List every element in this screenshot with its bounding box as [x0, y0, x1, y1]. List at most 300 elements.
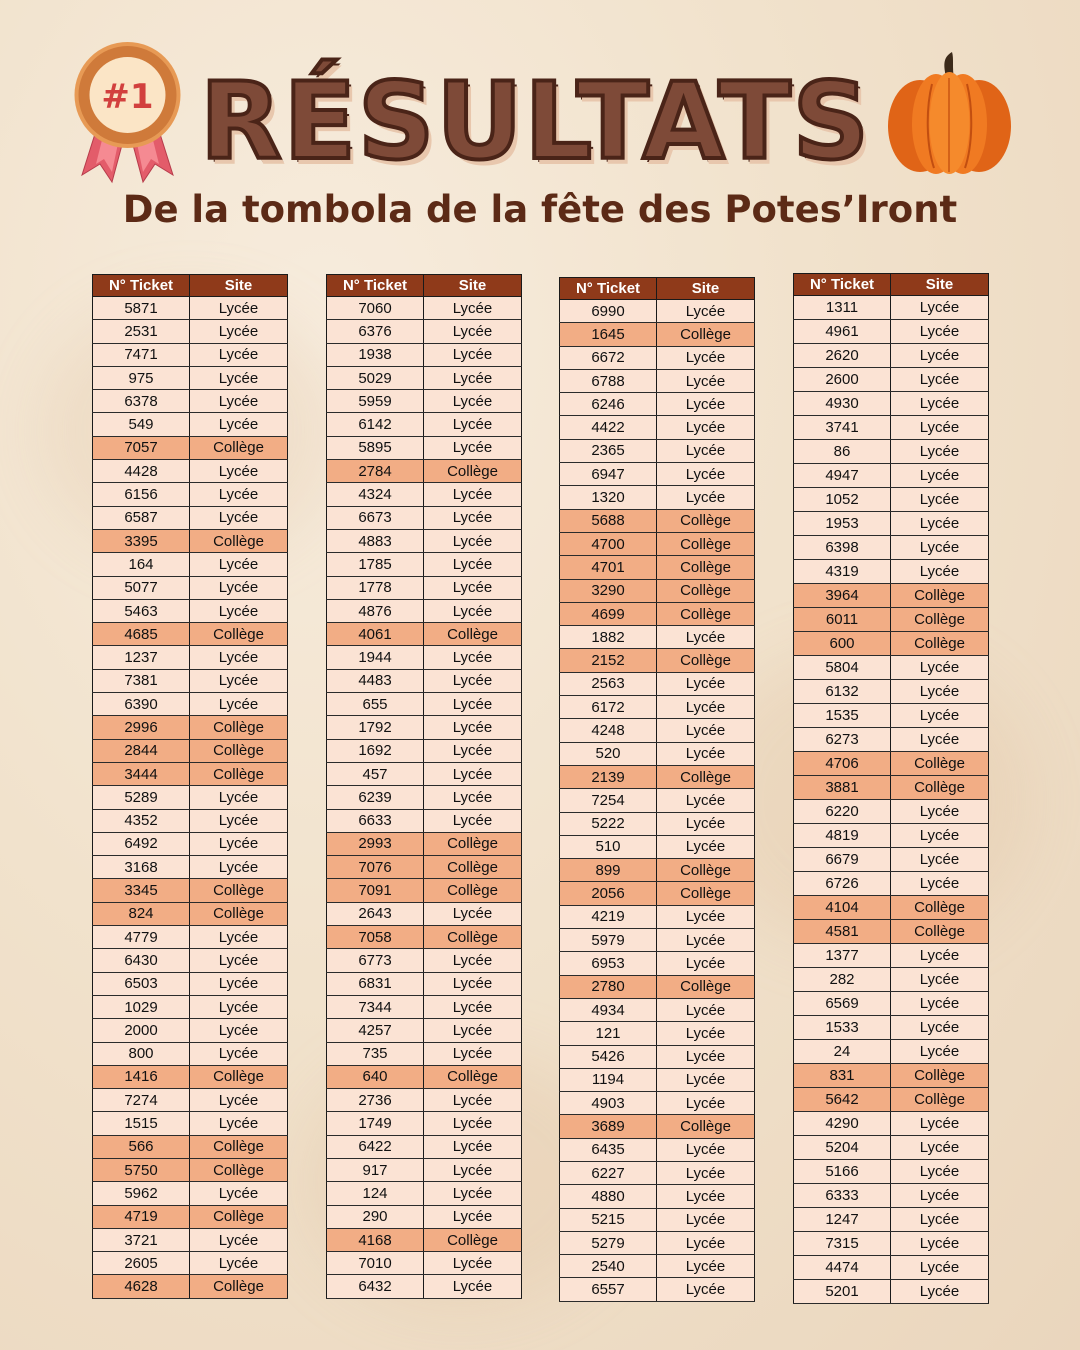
ticket-number: 2000	[93, 1019, 190, 1042]
ticket-number: 3741	[794, 416, 891, 440]
site-value: Collège	[657, 1115, 755, 1138]
ticket-number: 600	[794, 632, 891, 656]
table-row	[93, 1089, 288, 1112]
ticket-number: 5804	[794, 656, 891, 680]
table-row	[560, 952, 755, 975]
ticket-number: 3444	[93, 762, 190, 785]
site-value: Lycée	[657, 719, 755, 742]
site-value: Collège	[657, 882, 755, 905]
table-row	[794, 1040, 989, 1064]
site-value: Lycée	[891, 368, 989, 392]
ticket-number: 4719	[93, 1205, 190, 1228]
site-value: Lycée	[190, 366, 288, 389]
site-value: Lycée	[891, 320, 989, 344]
ticket-number: 4061	[327, 623, 424, 646]
table-row	[560, 486, 755, 509]
site-value: Lycée	[891, 1112, 989, 1136]
ticket-number: 7058	[327, 926, 424, 949]
site-value: Collège	[657, 556, 755, 579]
table-row	[327, 809, 522, 832]
table-row	[560, 882, 755, 905]
column-header-ticket: N° Ticket	[327, 275, 424, 297]
table-row	[560, 602, 755, 625]
ticket-number: 1311	[794, 296, 891, 320]
table-row	[794, 440, 989, 464]
ticket-number: 2600	[794, 368, 891, 392]
table-row	[794, 1112, 989, 1136]
ticket-number: 4483	[327, 669, 424, 692]
ticket-number: 6673	[327, 506, 424, 529]
ticket-number: 4324	[327, 483, 424, 506]
results-table-3	[559, 277, 755, 1302]
table-row	[93, 995, 288, 1018]
table-row	[794, 632, 989, 656]
ticket-number: 1953	[794, 512, 891, 536]
table-row	[327, 1205, 522, 1228]
site-value: Lycée	[190, 995, 288, 1018]
table-row	[794, 776, 989, 800]
table-row	[93, 926, 288, 949]
ticket-number: 7060	[327, 297, 424, 320]
ticket-number: 6679	[794, 848, 891, 872]
site-value: Lycée	[190, 1182, 288, 1205]
site-value: Collège	[657, 859, 755, 882]
table-row	[327, 1182, 522, 1205]
site-value: Collège	[190, 902, 288, 925]
ticket-number: 1938	[327, 343, 424, 366]
site-value: Lycée	[424, 576, 522, 599]
table-row	[794, 896, 989, 920]
table-row	[794, 968, 989, 992]
ticket-number: 4428	[93, 460, 190, 483]
table-row	[93, 1019, 288, 1042]
ticket-number: 86	[794, 440, 891, 464]
ticket-number: 975	[93, 366, 190, 389]
ticket-number: 4352	[93, 809, 190, 832]
table-header-row	[560, 278, 755, 300]
ticket-number: 3290	[560, 579, 657, 602]
site-value: Lycée	[424, 1089, 522, 1112]
table-row	[794, 512, 989, 536]
site-value: Lycée	[657, 393, 755, 416]
site-value: Collège	[891, 1088, 989, 1112]
ticket-number: 1645	[560, 323, 657, 346]
table-row	[327, 716, 522, 739]
results-table	[793, 273, 989, 1304]
ticket-number: 4930	[794, 392, 891, 416]
table-row	[794, 992, 989, 1016]
site-value: Lycée	[657, 835, 755, 858]
site-value: Collège	[190, 623, 288, 646]
site-value: Lycée	[891, 536, 989, 560]
ticket-number: 1194	[560, 1068, 657, 1091]
ticket-number: 5077	[93, 576, 190, 599]
table-row	[794, 320, 989, 344]
table-row	[560, 626, 755, 649]
table-row	[560, 1022, 755, 1045]
ticket-number: 4903	[560, 1092, 657, 1115]
table-row	[93, 949, 288, 972]
ticket-number: 1377	[794, 944, 891, 968]
ticket-number: 5279	[560, 1231, 657, 1254]
ticket-number: 640	[327, 1065, 424, 1088]
ticket-number: 121	[560, 1022, 657, 1045]
ticket-number: 6246	[560, 393, 657, 416]
ticket-number: 3689	[560, 1115, 657, 1138]
column-header-site: Site	[424, 275, 522, 297]
ticket-number: 5201	[794, 1280, 891, 1304]
ticket-number: 1792	[327, 716, 424, 739]
ticket-number: 1692	[327, 739, 424, 762]
site-value: Lycée	[891, 656, 989, 680]
table-row	[560, 835, 755, 858]
ticket-number: 5871	[93, 297, 190, 320]
table-row	[327, 902, 522, 925]
table-header-row	[93, 275, 288, 297]
site-value: Lycée	[424, 949, 522, 972]
ticket-number: 2780	[560, 975, 657, 998]
table-row	[327, 1252, 522, 1275]
site-value: Collège	[190, 436, 288, 459]
table-row	[93, 1205, 288, 1228]
site-value: Lycée	[190, 390, 288, 413]
results-table-1	[92, 274, 288, 1299]
table-row	[93, 390, 288, 413]
table-row	[93, 716, 288, 739]
site-value: Lycée	[424, 1275, 522, 1298]
results-table	[326, 274, 522, 1299]
site-value: Lycée	[424, 320, 522, 343]
site-value: Lycée	[657, 1255, 755, 1278]
site-value: Lycée	[657, 439, 755, 462]
site-value: Lycée	[657, 463, 755, 486]
site-value: Lycée	[424, 599, 522, 622]
site-value: Collège	[424, 926, 522, 949]
table-row	[93, 739, 288, 762]
ticket-number: 4168	[327, 1228, 424, 1251]
ticket-number: 2620	[794, 344, 891, 368]
ticket-number: 24	[794, 1040, 891, 1064]
ticket-number: 824	[93, 902, 190, 925]
table-row	[327, 343, 522, 366]
ticket-number: 1416	[93, 1065, 190, 1088]
site-value: Lycée	[657, 1231, 755, 1254]
site-value: Collège	[424, 879, 522, 902]
site-value: Lycée	[424, 297, 522, 320]
table-row	[93, 832, 288, 855]
table-row	[93, 529, 288, 552]
table-row	[560, 1255, 755, 1278]
ticket-number: 1882	[560, 626, 657, 649]
table-header-row	[327, 275, 522, 297]
table-row	[794, 392, 989, 416]
site-value: Lycée	[424, 693, 522, 716]
table-row	[794, 1256, 989, 1280]
site-value: Collège	[891, 752, 989, 776]
ticket-number: 2531	[93, 320, 190, 343]
site-value: Lycée	[657, 1278, 755, 1301]
ticket-number: 6831	[327, 972, 424, 995]
table-row	[794, 1184, 989, 1208]
table-row	[93, 1112, 288, 1135]
ticket-number: 6569	[794, 992, 891, 1016]
site-value: Collège	[190, 1205, 288, 1228]
table-row	[560, 556, 755, 579]
table-row	[93, 506, 288, 529]
table-row	[327, 460, 522, 483]
table-row	[560, 649, 755, 672]
site-value: Lycée	[891, 1160, 989, 1184]
ticket-number: 5215	[560, 1208, 657, 1231]
table-row	[327, 390, 522, 413]
site-value: Lycée	[657, 1208, 755, 1231]
table-row	[560, 1115, 755, 1138]
ticket-number: 5895	[327, 436, 424, 459]
site-value: Collège	[190, 879, 288, 902]
ticket-number: 4700	[560, 532, 657, 555]
site-value: Lycée	[190, 553, 288, 576]
column-header-site: Site	[190, 275, 288, 297]
ticket-number: 6172	[560, 696, 657, 719]
ticket-number: 124	[327, 1182, 424, 1205]
site-value: Lycée	[891, 800, 989, 824]
ticket-number: 6132	[794, 680, 891, 704]
ticket-number: 6239	[327, 786, 424, 809]
table-row	[560, 1278, 755, 1301]
ticket-number: 5959	[327, 390, 424, 413]
site-value: Lycée	[190, 832, 288, 855]
site-value: Lycée	[424, 995, 522, 1018]
site-value: Lycée	[424, 553, 522, 576]
table-row	[327, 436, 522, 459]
ticket-number: 2784	[327, 460, 424, 483]
table-row	[327, 879, 522, 902]
table-row	[794, 1280, 989, 1304]
site-value: Lycée	[891, 968, 989, 992]
table-row	[93, 1275, 288, 1298]
table-row	[560, 742, 755, 765]
ticket-number: 6557	[560, 1278, 657, 1301]
ticket-number: 2152	[560, 649, 657, 672]
table-row	[93, 599, 288, 622]
site-value: Lycée	[657, 486, 755, 509]
table-row	[327, 576, 522, 599]
site-value: Lycée	[891, 680, 989, 704]
site-value: Lycée	[190, 926, 288, 949]
table-row	[327, 483, 522, 506]
site-value: Lycée	[424, 716, 522, 739]
table-row	[794, 584, 989, 608]
column-header-site: Site	[891, 274, 989, 296]
site-value: Lycée	[657, 812, 755, 835]
table-row	[560, 369, 755, 392]
table-row	[560, 300, 755, 323]
ticket-number: 4257	[327, 1019, 424, 1042]
site-value: Lycée	[424, 646, 522, 669]
table-row	[560, 998, 755, 1021]
ticket-number: 899	[560, 859, 657, 882]
site-value: Lycée	[891, 1136, 989, 1160]
site-value: Collège	[657, 509, 755, 532]
table-row	[93, 902, 288, 925]
table-row	[93, 786, 288, 809]
site-value: Lycée	[657, 998, 755, 1021]
site-value: Lycée	[657, 1068, 755, 1091]
table-row	[794, 1208, 989, 1232]
ticket-number: 4685	[93, 623, 190, 646]
table-row	[560, 1185, 755, 1208]
table-row	[560, 509, 755, 532]
column-header-ticket: N° Ticket	[560, 278, 657, 300]
ticket-number: 735	[327, 1042, 424, 1065]
award-ribbon-icon	[70, 40, 185, 185]
table-row	[560, 696, 755, 719]
ticket-number: 5979	[560, 929, 657, 952]
table-row	[327, 972, 522, 995]
site-value: Lycée	[657, 1185, 755, 1208]
site-value: Collège	[891, 776, 989, 800]
ticket-number: 3395	[93, 529, 190, 552]
ticket-number: 4947	[794, 464, 891, 488]
table-row	[794, 728, 989, 752]
table-row	[93, 483, 288, 506]
site-value: Lycée	[190, 1228, 288, 1251]
table-row	[327, 669, 522, 692]
site-value: Lycée	[424, 809, 522, 832]
table-row	[93, 1135, 288, 1158]
ticket-number: 5166	[794, 1160, 891, 1184]
site-value: Lycée	[657, 416, 755, 439]
ticket-number: 6788	[560, 369, 657, 392]
page-title: RÉSULTATS	[200, 60, 871, 183]
table-row	[560, 1208, 755, 1231]
ticket-number: 4779	[93, 926, 190, 949]
site-value: Lycée	[424, 1019, 522, 1042]
ticket-number: 2563	[560, 672, 657, 695]
ticket-number: 7344	[327, 995, 424, 1018]
table-row	[794, 920, 989, 944]
site-value: Lycée	[657, 905, 755, 928]
table-row	[327, 995, 522, 1018]
site-value: Lycée	[657, 742, 755, 765]
ticket-number: 5688	[560, 509, 657, 532]
site-value: Lycée	[424, 762, 522, 785]
site-value: Lycée	[657, 789, 755, 812]
site-value: Collège	[424, 856, 522, 879]
table-row	[327, 1228, 522, 1251]
table-row	[93, 436, 288, 459]
table-row	[93, 1228, 288, 1251]
ticket-number: 4934	[560, 998, 657, 1021]
site-value: Lycée	[891, 872, 989, 896]
ticket-number: 7274	[93, 1089, 190, 1112]
table-row	[327, 1089, 522, 1112]
site-value: Lycée	[424, 436, 522, 459]
site-value: Lycée	[424, 1205, 522, 1228]
site-value: Lycée	[190, 669, 288, 692]
ticket-number: 4581	[794, 920, 891, 944]
site-value: Collège	[424, 623, 522, 646]
ticket-number: 4422	[560, 416, 657, 439]
site-value: Lycée	[891, 1208, 989, 1232]
table-row	[560, 672, 755, 695]
ticket-number: 5463	[93, 599, 190, 622]
ticket-number: 7254	[560, 789, 657, 812]
ticket-number: 1320	[560, 486, 657, 509]
site-value: Lycée	[424, 483, 522, 506]
site-value: Collège	[891, 896, 989, 920]
ticket-number: 4706	[794, 752, 891, 776]
site-value: Lycée	[891, 512, 989, 536]
site-value: Lycée	[891, 1280, 989, 1304]
table-row	[93, 879, 288, 902]
ticket-number: 655	[327, 693, 424, 716]
results-table	[92, 274, 288, 1299]
ticket-number: 510	[560, 835, 657, 858]
site-value: Lycée	[891, 1184, 989, 1208]
table-row	[794, 560, 989, 584]
ticket-number: 4219	[560, 905, 657, 928]
ticket-number: 520	[560, 742, 657, 765]
table-row	[794, 800, 989, 824]
site-value: Collège	[424, 1065, 522, 1088]
ticket-number: 4248	[560, 719, 657, 742]
table-row	[794, 416, 989, 440]
table-row	[93, 1065, 288, 1088]
site-value: Lycée	[190, 1089, 288, 1112]
ticket-number: 7076	[327, 856, 424, 879]
site-value: Lycée	[190, 972, 288, 995]
ticket-number: 6156	[93, 483, 190, 506]
table-row	[93, 413, 288, 436]
table-row	[327, 1112, 522, 1135]
site-value: Lycée	[891, 1232, 989, 1256]
site-value: Collège	[190, 529, 288, 552]
ticket-number: 917	[327, 1158, 424, 1181]
column-header-ticket: N° Ticket	[93, 275, 190, 297]
site-value: Lycée	[424, 390, 522, 413]
site-value: Lycée	[190, 1019, 288, 1042]
table-row	[327, 786, 522, 809]
table-row	[794, 1064, 989, 1088]
site-value: Lycée	[424, 1158, 522, 1181]
ticket-number: 457	[327, 762, 424, 785]
results-table-4	[793, 273, 989, 1304]
table-row	[327, 297, 522, 320]
ticket-number: 3721	[93, 1228, 190, 1251]
site-value: Collège	[190, 1135, 288, 1158]
site-value: Lycée	[657, 1022, 755, 1045]
table-row	[560, 416, 755, 439]
table-row	[327, 413, 522, 436]
site-value: Collège	[657, 579, 755, 602]
ticket-number: 3964	[794, 584, 891, 608]
table-row	[327, 856, 522, 879]
table-row	[327, 366, 522, 389]
ticket-number: 4701	[560, 556, 657, 579]
subtitle: De la tombola de la fête des Potes’Iront	[122, 188, 958, 231]
column-header-site: Site	[657, 278, 755, 300]
table-row	[327, 693, 522, 716]
table-row	[794, 1136, 989, 1160]
site-value: Lycée	[190, 786, 288, 809]
table-row	[794, 536, 989, 560]
ticket-number: 2993	[327, 832, 424, 855]
table-row	[794, 872, 989, 896]
site-value: Lycée	[424, 366, 522, 389]
ticket-number: 7315	[794, 1232, 891, 1256]
ticket-number: 5426	[560, 1045, 657, 1068]
